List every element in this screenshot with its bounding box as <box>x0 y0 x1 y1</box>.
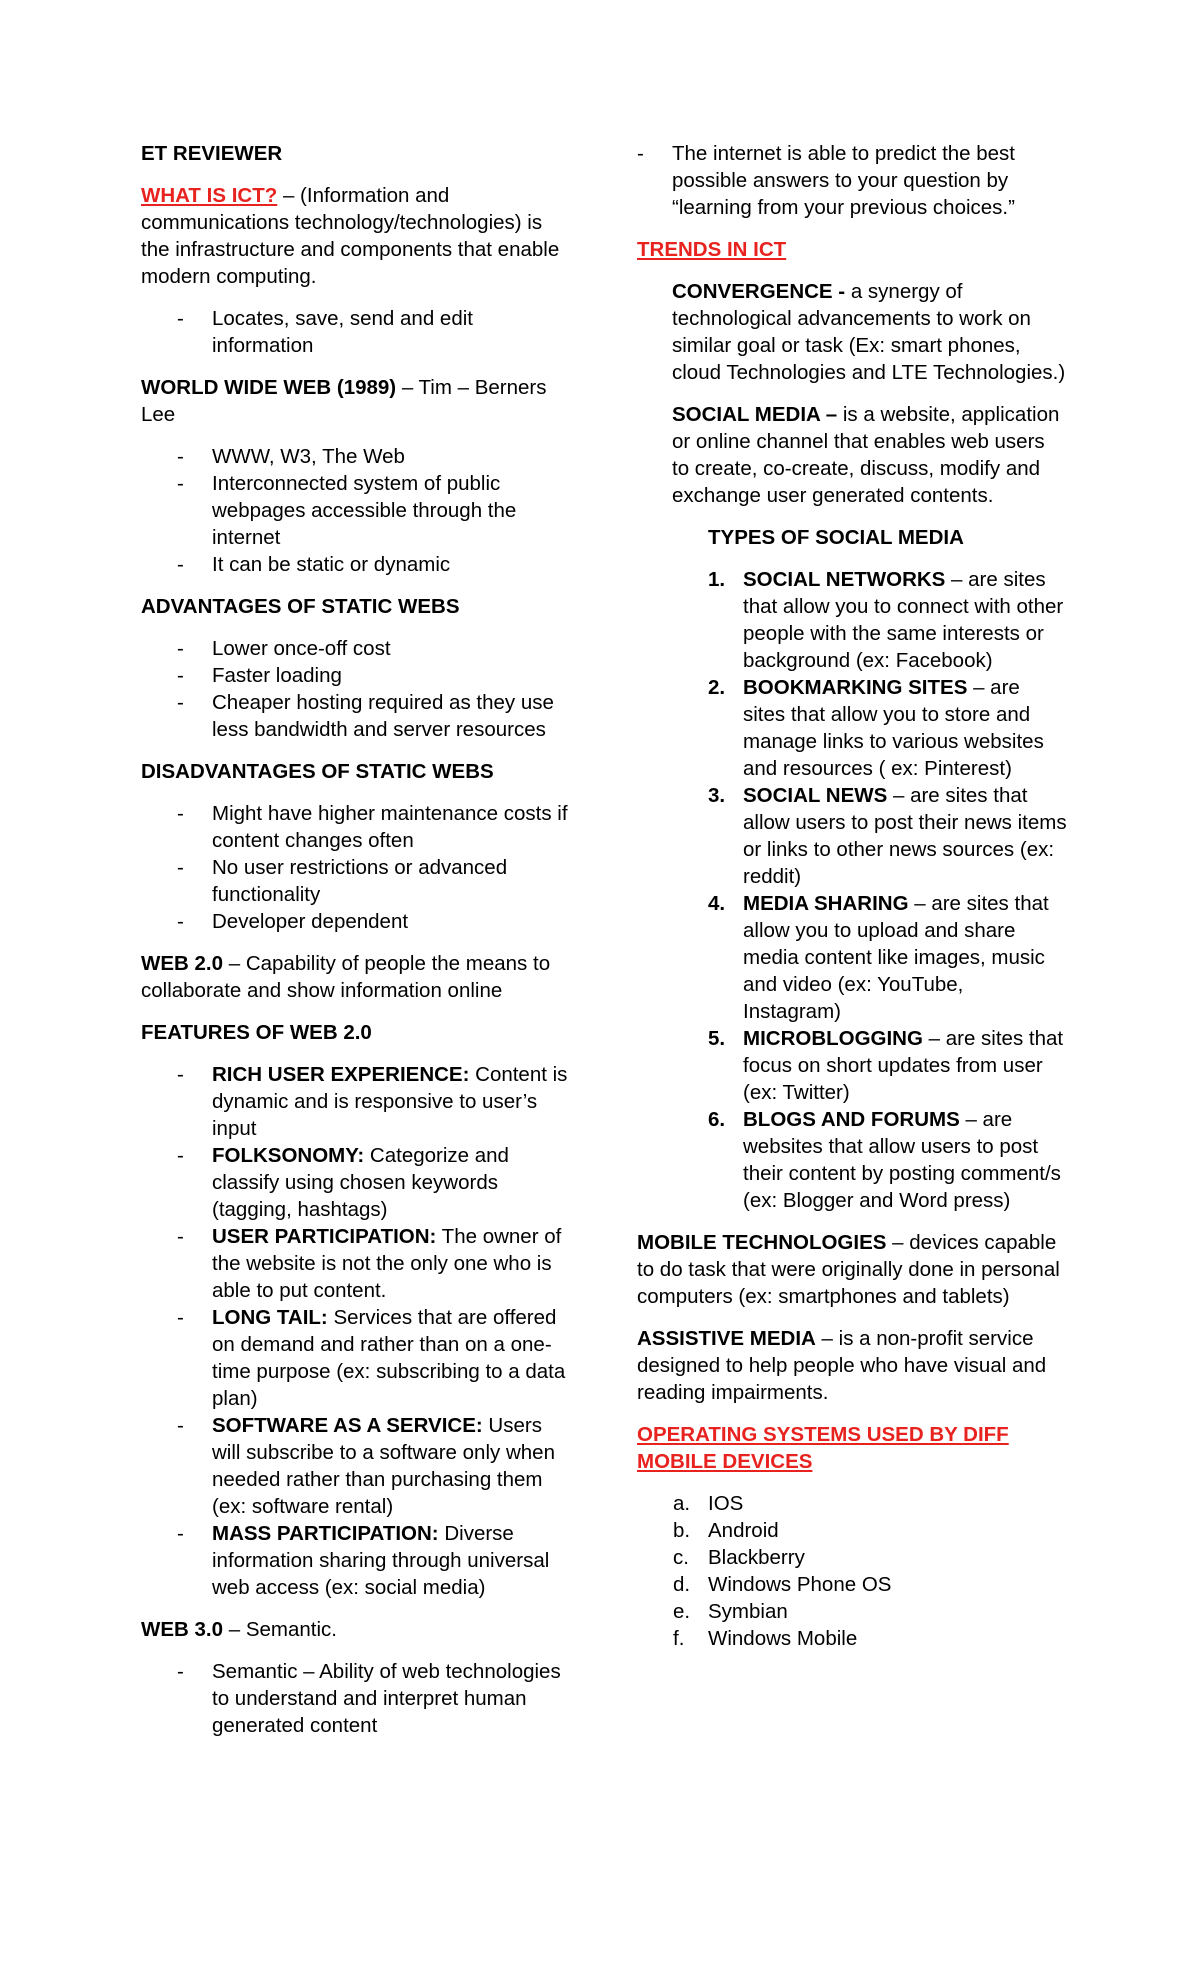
mobile-text: – devices capable to do task that were originally done in personal computers (ex: smartphones and tablets) <box>637 1231 1060 1308</box>
www-text: – Tim – Berners Lee <box>141 376 547 426</box>
ict-list <box>141 305 571 359</box>
os-heading <box>637 1421 1067 1475</box>
list-item: - WWW, W3, The Web <box>141 443 571 470</box>
list-item <box>637 1598 1067 1625</box>
list-item <box>637 1544 1067 1571</box>
type-desc: – are websites that allow users to post their content by posting comment/s (ex: Blogger and Word press) <box>743 1108 1061 1212</box>
item-letter: f. <box>673 1627 685 1650</box>
feature-term: FOLKSONOMY: <box>212 1144 365 1167</box>
advantages-list <box>141 635 571 743</box>
disadvantages-list <box>141 800 571 935</box>
disadvantages-heading <box>141 758 571 785</box>
ict-heading: WHAT IS ICT? <box>141 184 278 207</box>
trends-heading-text: TRENDS IN ICT <box>637 238 787 261</box>
type-term: MEDIA SHARING <box>743 892 909 915</box>
list-item <box>637 1490 1067 1517</box>
os-label: IOS <box>708 1492 744 1515</box>
list-item <box>637 890 1067 1025</box>
type-term: SOCIAL NETWORKS <box>743 568 946 591</box>
type-term: BLOGS AND FORUMS <box>743 1108 960 1131</box>
list-item: - Faster loading <box>141 662 571 689</box>
list-item <box>637 1571 1067 1598</box>
social-media-text: is a website, application or online channel that enables web users to create, co-create, discuss, modify and exchange user generated contents. <box>672 403 1060 507</box>
os-label: Symbian <box>708 1600 788 1623</box>
right-column <box>637 140 1067 1667</box>
web3-list <box>141 1658 571 1739</box>
mobile-heading: MOBILE TECHNOLOGIES <box>637 1231 887 1254</box>
type-desc: – are sites that allow users to post their news items or links to other news sources (ex: reddit) <box>743 784 1067 888</box>
type-term: SOCIAL NEWS <box>743 784 888 807</box>
features-heading-text: FEATURES OF WEB 2.0 <box>141 1021 372 1044</box>
social-media-paragraph <box>637 401 1067 509</box>
feature-desc: Diverse information sharing through universal web access (ex: social media) <box>212 1522 550 1599</box>
list-item <box>637 1625 1067 1652</box>
feature-item <box>141 1223 571 1304</box>
advantages-heading <box>141 593 571 620</box>
feature-item <box>141 1142 571 1223</box>
type-desc: – are sites that allow you to upload and share media content like images, music and video (ex: YouTube, Instagram) <box>743 892 1049 1023</box>
advantages-heading-text: ADVANTAGES OF STATIC WEBS <box>141 595 460 618</box>
www-paragraph <box>141 374 571 428</box>
feature-desc: Users will subscribe to a software only when needed rather than purchasing them (ex: software rental) <box>212 1414 555 1518</box>
web3-paragraph <box>141 1616 571 1643</box>
feature-item <box>141 1412 571 1520</box>
features-list <box>141 1061 571 1601</box>
feature-term: SOFTWARE AS A SERVICE: <box>212 1414 483 1437</box>
list-item-text: The internet is able to predict the best possible answers to your question by “learning from your previous choices.” <box>672 142 1016 219</box>
trends-heading <box>637 236 1067 263</box>
os-label: Android <box>708 1519 779 1542</box>
disadvantages-heading-text: DISADVANTAGES OF STATIC WEBS <box>141 760 494 783</box>
www-list <box>141 443 571 578</box>
feature-item <box>141 1304 571 1412</box>
list-item: - It can be static or dynamic <box>141 551 571 578</box>
item-letter: a. <box>673 1492 691 1515</box>
list-item: - Lower once-off cost <box>141 635 571 662</box>
convergence-paragraph <box>637 278 1067 386</box>
www-heading: WORLD WIDE WEB (1989) <box>141 376 397 399</box>
list-item <box>637 782 1067 890</box>
list-item: - Interconnected system of public webpages accessible through the internet <box>141 470 571 551</box>
list-item: - Semantic – Ability of web technologies to understand and interpret human generated content <box>141 1658 571 1739</box>
mobile-paragraph <box>637 1229 1067 1310</box>
document-title: ET REVIEWER <box>141 142 283 165</box>
item-letter: d. <box>673 1573 691 1596</box>
feature-term: LONG TAIL: <box>212 1306 328 1329</box>
os-label: Blackberry <box>708 1546 805 1569</box>
web2-heading: WEB 2.0 <box>141 952 224 975</box>
features-heading <box>141 1019 571 1046</box>
list-item: - Cheaper hosting required as they use less bandwidth and server resources <box>141 689 571 743</box>
feature-desc: Categorize and classify using chosen keywords (tagging, hashtags) <box>212 1144 509 1221</box>
item-number: 5. <box>708 1027 726 1050</box>
item-number: 4. <box>708 892 726 915</box>
type-desc: – are sites that focus on short updates from user (ex: Twitter) <box>743 1027 1064 1104</box>
feature-desc: Services that are offered on demand and rather than on a one-time purpose (ex: subscribing to a data plan) <box>212 1306 566 1410</box>
web3-heading: WEB 3.0 <box>141 1618 224 1641</box>
list-item <box>637 140 1067 221</box>
social-media-types-list <box>637 566 1067 1214</box>
social-media-heading: SOCIAL MEDIA – <box>672 403 843 426</box>
types-heading <box>637 524 1067 551</box>
item-letter: b. <box>673 1519 691 1542</box>
list-item <box>637 1517 1067 1544</box>
list-item: - Developer dependent <box>141 908 571 935</box>
os-label: Windows Mobile <box>708 1627 858 1650</box>
list-item <box>637 674 1067 782</box>
ict-text: – (Information and communications technology/technologies) is the infrastructure and components that enable modern computing. <box>141 184 560 288</box>
feature-item <box>141 1061 571 1142</box>
os-list <box>637 1490 1067 1652</box>
os-label: Windows Phone OS <box>708 1573 892 1596</box>
item-number: 3. <box>708 784 726 807</box>
item-number: 1. <box>708 568 726 591</box>
convergence-heading: CONVERGENCE - <box>672 280 851 303</box>
type-desc: – are sites that allow you to connect with other people with the same interests or background (ex: Facebook) <box>743 568 1064 672</box>
os-heading-text: OPERATING SYSTEMS USED BY DIFF MOBILE DEVICES <box>637 1423 1009 1473</box>
item-number: 6. <box>708 1108 726 1131</box>
convergence-text: a synergy of technological advancements to work on similar goal or task (Ex: smart phones, cloud Technologies and LTE Technologies.) <box>672 280 1066 384</box>
web2-paragraph <box>141 950 571 1004</box>
list-item <box>637 566 1067 674</box>
type-term: MICROBLOGGING <box>743 1027 923 1050</box>
list-item: - Might have higher maintenance costs if content changes often <box>141 800 571 854</box>
assistive-text: – is a non-profit service designed to help people who have visual and reading impairments. <box>637 1327 1047 1404</box>
assistive-paragraph <box>637 1325 1067 1406</box>
list-item <box>637 1106 1067 1214</box>
item-number: 2. <box>708 676 726 699</box>
type-term: BOOKMARKING SITES <box>743 676 968 699</box>
ict-paragraph <box>141 182 571 290</box>
feature-desc: Content is dynamic and is responsive to user’s input <box>212 1063 568 1140</box>
list-item <box>637 1025 1067 1106</box>
feature-term: MASS PARTICIPATION: <box>212 1522 439 1545</box>
types-heading-text: TYPES OF SOCIAL MEDIA <box>708 526 964 549</box>
assistive-heading: ASSISTIVE MEDIA <box>637 1327 816 1350</box>
continued-list <box>637 140 1067 221</box>
list-item: - Locates, save, send and edit information <box>141 305 571 359</box>
web3-text: – Semantic. <box>223 1618 337 1641</box>
left-column <box>141 140 571 1754</box>
list-item: - No user restrictions or advanced functionality <box>141 854 571 908</box>
feature-item <box>141 1520 571 1601</box>
type-desc: – are sites that allow you to store and manage links to various websites and resources ( ex: Pinterest) <box>743 676 1044 780</box>
item-letter: e. <box>673 1600 691 1623</box>
feature-desc: The owner of the website is not the only one who is able to put content. <box>212 1225 562 1302</box>
item-letter: c. <box>673 1546 689 1569</box>
web2-text: – Capability of people the means to collaborate and show information online <box>141 952 551 1002</box>
feature-term: RICH USER EXPERIENCE: <box>212 1063 470 1086</box>
feature-term: USER PARTICIPATION: <box>212 1225 437 1248</box>
